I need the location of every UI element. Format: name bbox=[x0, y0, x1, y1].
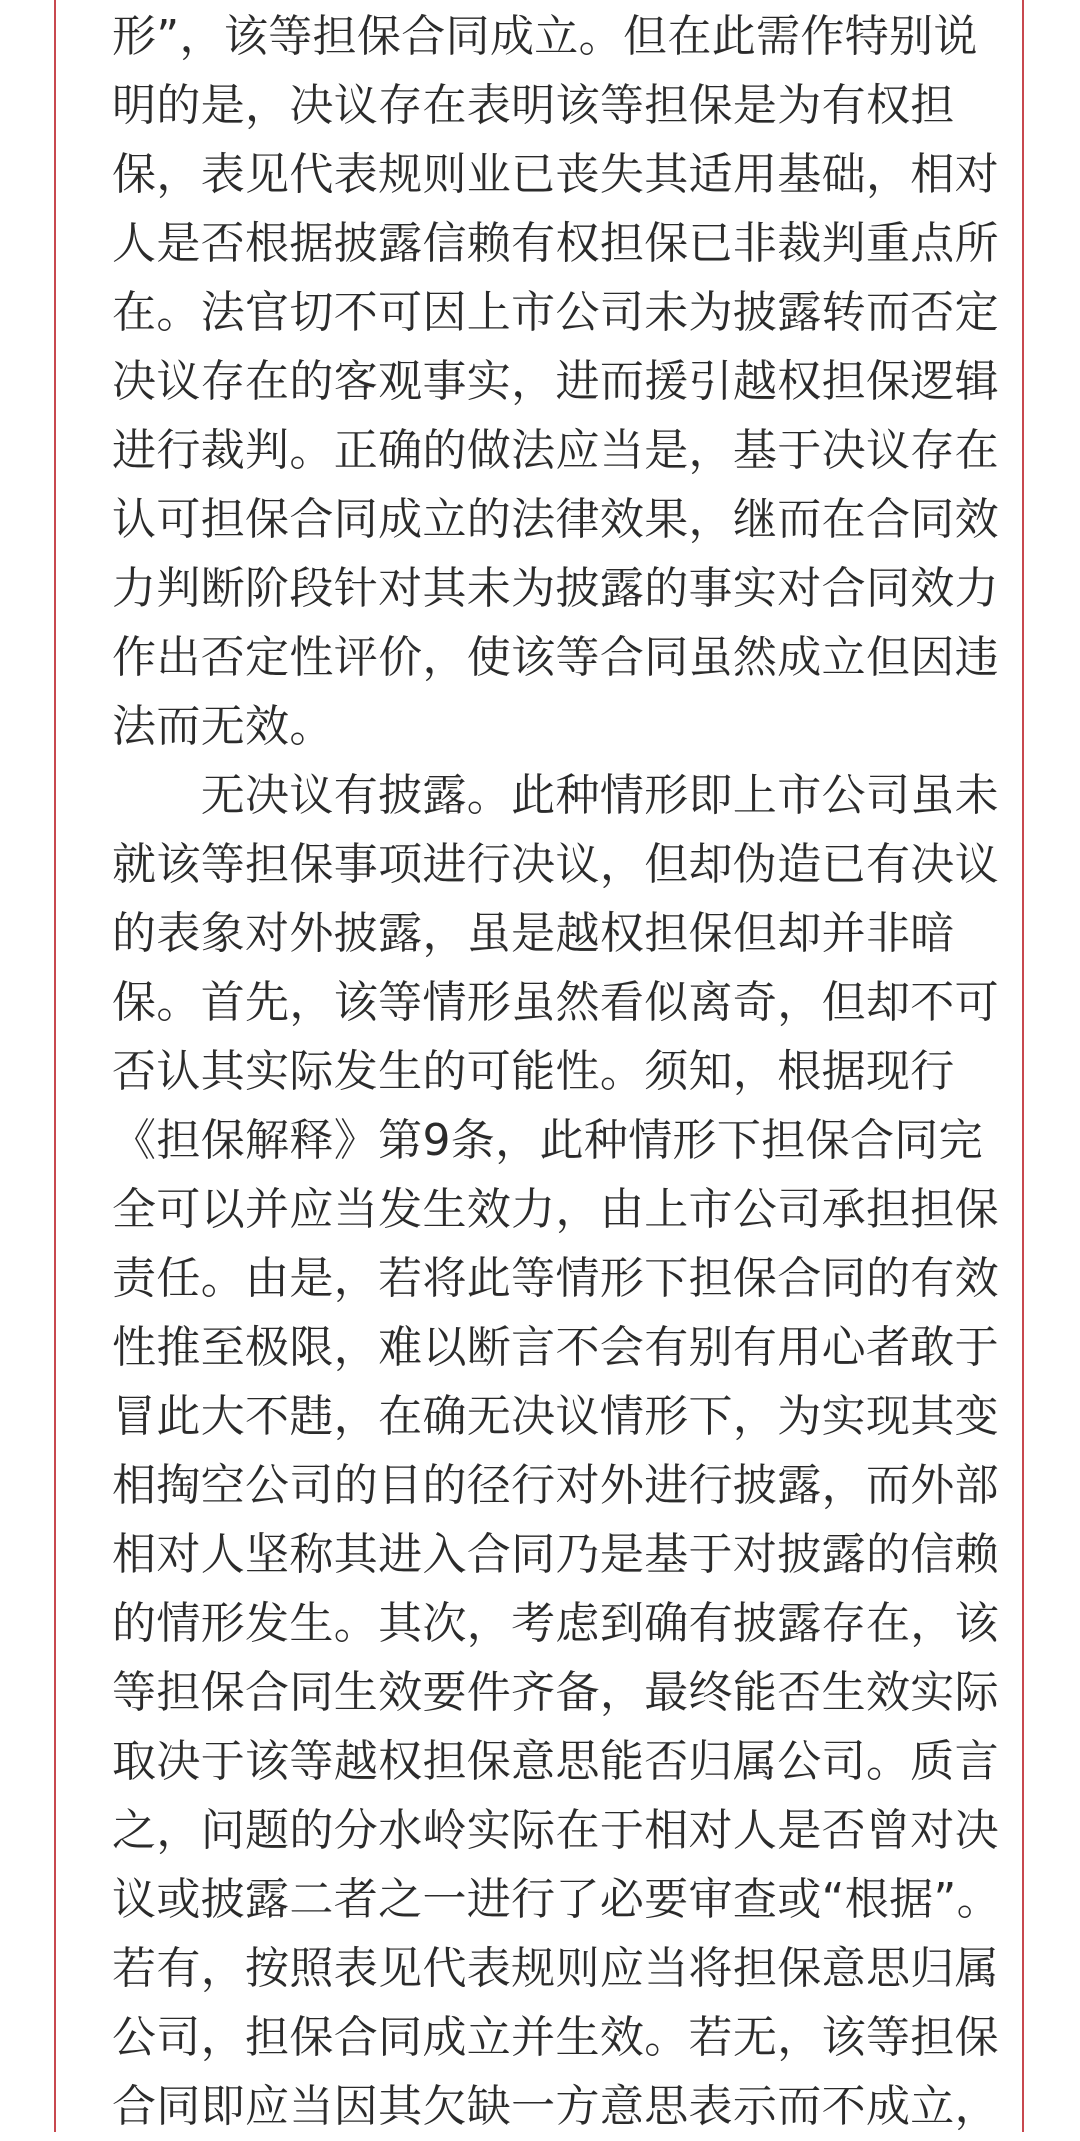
text-line: 进行裁判。正确的做法应当是，基于决议存在 bbox=[112, 425, 999, 476]
text-line: 取决于该等越权担保意思能否归属公司。质言 bbox=[112, 1736, 999, 1787]
text-line: 相对人坚称其进入合同乃是基于对披露的信赖 bbox=[112, 1529, 999, 1580]
left-border-line bbox=[54, 0, 56, 2132]
text-line: 保。首先，该等情形虽然看似离奇，但却不可 bbox=[112, 977, 999, 1028]
text-line: 《担保解释》第9条，此种情形下担保合同完 bbox=[112, 1115, 983, 1166]
text-line: 作出否定性评价，使该等合同虽然成立但因违 bbox=[112, 632, 999, 683]
text-line: 公司，担保合同成立并生效。若无，该等担保 bbox=[112, 2012, 999, 2063]
text-line: 等担保合同生效要件齐备，最终能否生效实际 bbox=[112, 1667, 999, 1718]
text-line: 认可担保合同成立的法律效果，继而在合同效 bbox=[112, 494, 999, 545]
right-border-line bbox=[1022, 0, 1024, 2132]
text-line: 责任。由是，若将此等情形下担保合同的有效 bbox=[112, 1253, 999, 1304]
text-line: 冒此大不韪，在确无决议情形下，为实现其变 bbox=[112, 1391, 999, 1442]
text-line: 就该等担保事项进行决议，但却伪造已有决议 bbox=[112, 839, 999, 890]
text-line: 全可以并应当发生效力，由上市公司承担担保 bbox=[112, 1184, 999, 1235]
text-line: 否认其实际发生的可能性。须知，根据现行 bbox=[112, 1046, 955, 1097]
text-line: 决议存在的客观事实，进而援引越权担保逻辑 bbox=[112, 356, 999, 407]
text-line: 明的是，决议存在表明该等担保是为有权担 bbox=[112, 80, 955, 131]
paragraph-start-line: 无决议有披露。此种情形即上市公司虽未 bbox=[112, 770, 999, 821]
text-line: 之，问题的分水岭实际在于相对人是否曾对决 bbox=[112, 1805, 999, 1856]
text-line: 法而无效。 bbox=[112, 701, 334, 752]
text-line: 合同即应当因其欠缺一方意思表示而不成立， bbox=[112, 2081, 999, 2132]
text-line: 若有，按照表见代表规则应当将担保意思归属 bbox=[112, 1943, 999, 1994]
text-line: 议或披露二者之一进行了必要审查或“根据”。 bbox=[112, 1874, 1001, 1925]
text-line: 在。法官切不可因上市公司未为披露转而否定 bbox=[112, 287, 999, 338]
text-line: 力判断阶段针对其未为披露的事实对合同效力 bbox=[112, 563, 999, 614]
text-line: 性推至极限，难以断言不会有别有用心者敢于 bbox=[112, 1322, 999, 1373]
text-line: 保，表见代表规则业已丧失其适用基础，相对 bbox=[112, 149, 999, 200]
article-body bbox=[112, 2, 1001, 2141]
text-line: 的表象对外披露，虽是越权担保但却并非暗 bbox=[112, 908, 955, 959]
text-line: 的情形发生。其次，考虑到确有披露存在，该 bbox=[112, 1598, 999, 1649]
text-line: 人是否根据披露信赖有权担保已非裁判重点所 bbox=[112, 218, 999, 269]
text-line: 形”，该等担保合同成立。但在此需作特别说 bbox=[112, 11, 978, 62]
text-line: 相掏空公司的目的径行对外进行披露，而外部 bbox=[112, 1460, 999, 1511]
